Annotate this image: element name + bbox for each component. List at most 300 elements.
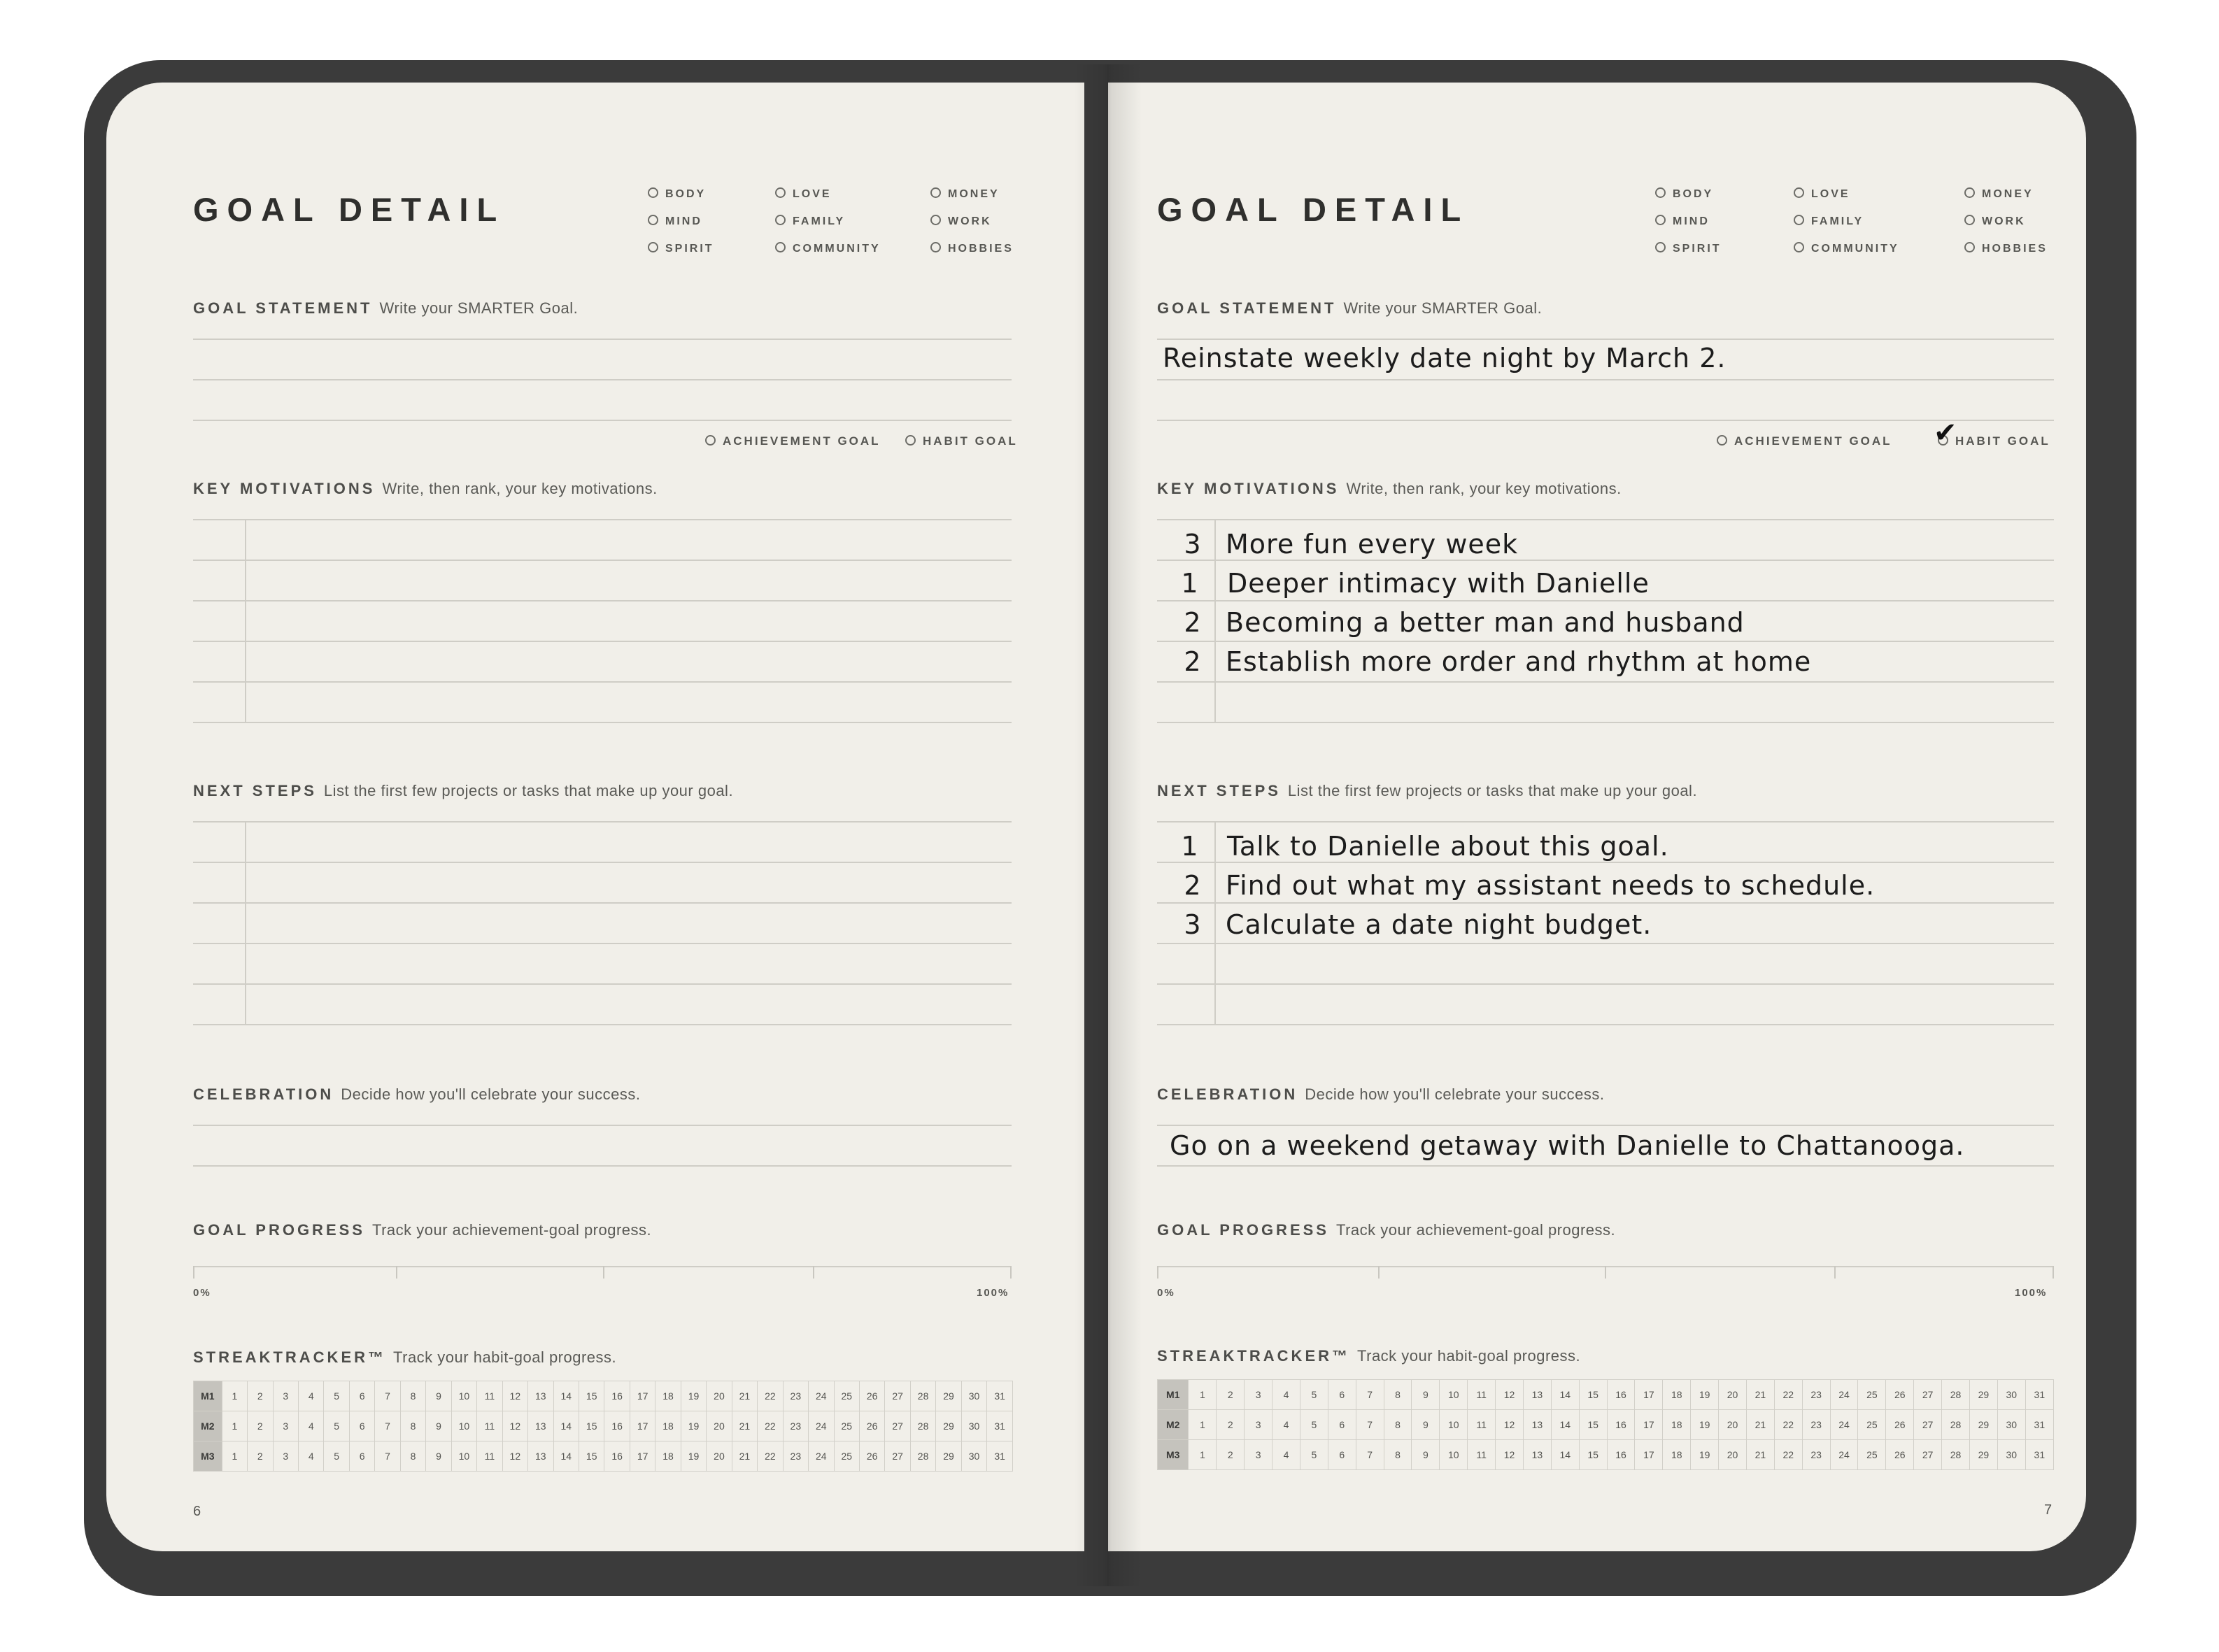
goal-statement-value[interactable]: Reinstate weekly date night by March 2.	[1163, 343, 1727, 373]
writing-line[interactable]	[1157, 600, 2054, 601]
streak-day-cell[interactable]: 16	[604, 1441, 630, 1472]
streak-day-cell[interactable]: 20	[707, 1411, 732, 1441]
book-gutter	[1075, 64, 1142, 1586]
streaktracker-heading: STREAKTRACKER™ Track your habit-goal progress.	[193, 1348, 617, 1366]
habit-goal-option[interactable]: HABIT GOAL	[905, 434, 1018, 448]
streak-day-cell[interactable]: 28	[910, 1441, 935, 1472]
streak-day-cell[interactable]: 12	[502, 1381, 527, 1411]
streak-day-cell[interactable]: 25	[1858, 1380, 1886, 1410]
writing-line[interactable]	[193, 1165, 1012, 1167]
radio-circle-icon	[705, 435, 716, 446]
next-step-rank[interactable]: 2	[1184, 870, 1202, 901]
progress-tick	[813, 1266, 814, 1279]
streak-day-cell[interactable]: 21	[1746, 1410, 1774, 1440]
streak-day-cell[interactable]: 29	[1969, 1440, 1997, 1470]
next-step-rank[interactable]: 3	[1184, 909, 1202, 940]
streak-day-cell[interactable]: 6	[1328, 1380, 1356, 1410]
writing-line[interactable]	[1157, 1024, 2054, 1025]
writing-line[interactable]	[1157, 681, 2054, 683]
streak-day-cell[interactable]: 19	[1691, 1380, 1719, 1410]
category-work[interactable]: WORK	[930, 208, 1014, 235]
streak-day-cell[interactable]: 13	[1523, 1440, 1551, 1470]
streak-day-cell[interactable]: 12	[502, 1411, 527, 1441]
achievement-goal-option[interactable]: ACHIEVEMENT GOAL	[705, 434, 881, 448]
streak-day-cell[interactable]: 7	[1356, 1410, 1384, 1440]
streak-day-cell[interactable]: 9	[426, 1441, 451, 1472]
category-spirit[interactable]: SPIRIT	[648, 235, 714, 262]
motivation-text[interactable]: Deeper intimacy with Danielle	[1227, 568, 1650, 599]
streak-day-cell[interactable]: 13	[1523, 1380, 1551, 1410]
streak-row	[1158, 1380, 2054, 1410]
streak-day-cell[interactable]: 2	[248, 1381, 273, 1411]
celebration-heading: CELEBRATION Decide how you'll celebrate your success.	[193, 1085, 641, 1103]
progress-tick	[1378, 1266, 1380, 1279]
streak-day-cell[interactable]: 18	[1663, 1380, 1691, 1410]
streak-day-cell[interactable]: 3	[1245, 1410, 1272, 1440]
streak-day-cell[interactable]: 15	[1579, 1410, 1607, 1440]
streak-day-cell[interactable]: 21	[1746, 1440, 1774, 1470]
writing-line[interactable]	[193, 1125, 1012, 1126]
streak-day-cell[interactable]: 17	[630, 1381, 655, 1411]
writing-line[interactable]	[1157, 902, 2054, 904]
streak-day-cell[interactable]: 3	[1245, 1380, 1272, 1410]
streak-day-cell[interactable]: 26	[859, 1381, 884, 1411]
streak-day-cell[interactable]: 10	[1440, 1380, 1468, 1410]
category-column-3	[1964, 180, 2048, 262]
streak-day-cell[interactable]: 24	[1830, 1440, 1858, 1470]
streak-day-cell[interactable]: 9	[426, 1381, 451, 1411]
streak-day-cell[interactable]: 4	[1272, 1410, 1300, 1440]
radio-circle-icon	[1655, 215, 1666, 225]
streak-day-cell[interactable]: 2	[1217, 1380, 1245, 1410]
streak-day-cell[interactable]: 7	[1356, 1440, 1384, 1470]
writing-line[interactable]	[1157, 821, 2054, 823]
streak-day-cell[interactable]: 29	[936, 1381, 961, 1411]
streak-day-cell[interactable]: 6	[1328, 1410, 1356, 1440]
radio-circle-icon	[775, 215, 786, 225]
progress-tick	[396, 1266, 397, 1279]
writing-line[interactable]	[193, 943, 1012, 944]
streak-row-label: M3	[194, 1441, 222, 1472]
streak-day-cell[interactable]: 6	[349, 1381, 374, 1411]
motivation-text[interactable]: Establish more order and rhythm at home	[1226, 646, 1812, 677]
streak-day-cell[interactable]: 22	[758, 1441, 783, 1472]
streak-day-cell[interactable]: 4	[298, 1381, 323, 1411]
writing-line[interactable]	[193, 1024, 1012, 1025]
streak-day-cell[interactable]: 15	[1579, 1440, 1607, 1470]
radio-circle-icon	[775, 187, 786, 198]
writing-line[interactable]	[193, 420, 1012, 421]
streak-day-cell[interactable]: 31	[2025, 1380, 2053, 1410]
streak-day-cell[interactable]: 9	[1412, 1440, 1440, 1470]
streak-day-cell[interactable]: 20	[1719, 1380, 1747, 1410]
streak-day-cell[interactable]: 6	[1328, 1440, 1356, 1470]
streak-day-cell[interactable]: 23	[1802, 1380, 1830, 1410]
radio-circle-icon	[1964, 187, 1975, 198]
habit-goal-option[interactable]: HABIT GOAL	[1938, 434, 2050, 448]
streak-day-cell[interactable]: 20	[1719, 1410, 1747, 1440]
streak-day-cell[interactable]: 9	[1412, 1380, 1440, 1410]
streak-day-cell[interactable]: 16	[1607, 1380, 1635, 1410]
category-family[interactable]: FAMILY	[1794, 208, 1899, 235]
streak-day-cell[interactable]: 5	[324, 1411, 349, 1441]
streak-day-cell[interactable]: 20	[707, 1381, 732, 1411]
streak-day-cell[interactable]: 1	[222, 1441, 247, 1472]
streak-day-cell[interactable]: 18	[655, 1381, 681, 1411]
streak-day-cell[interactable]: 19	[681, 1381, 706, 1411]
motivation-text[interactable]: Becoming a better man and husband	[1226, 607, 1745, 638]
category-love[interactable]: LOVE	[775, 180, 881, 208]
writing-line[interactable]	[1157, 339, 2054, 340]
writing-line[interactable]	[193, 902, 1012, 904]
progress-track[interactable]	[193, 1266, 1012, 1267]
streak-day-cell[interactable]: 22	[758, 1411, 783, 1441]
streak-day-cell[interactable]: 17	[630, 1441, 655, 1472]
streak-day-cell[interactable]: 1	[1189, 1440, 1217, 1470]
writing-line[interactable]	[1157, 862, 2054, 863]
streak-day-cell[interactable]: 21	[732, 1441, 757, 1472]
streak-day-cell[interactable]: 9	[426, 1411, 451, 1441]
streak-day-cell[interactable]: 18	[1663, 1410, 1691, 1440]
streak-day-cell[interactable]: 12	[1496, 1410, 1524, 1440]
writing-line[interactable]	[1157, 560, 2054, 561]
streak-day-cell[interactable]: 28	[910, 1381, 935, 1411]
page-title: GOAL DETAIL	[1157, 191, 1470, 228]
streak-day-cell[interactable]: 16	[1607, 1440, 1635, 1470]
category-column-1	[648, 180, 714, 262]
streak-day-cell[interactable]: 10	[451, 1411, 476, 1441]
streak-day-cell[interactable]: 5	[324, 1381, 349, 1411]
streak-day-cell[interactable]: 20	[707, 1441, 732, 1472]
streak-day-cell[interactable]: 31	[987, 1441, 1013, 1472]
streak-day-cell[interactable]: 23	[783, 1381, 808, 1411]
category-body[interactable]: BODY	[1655, 180, 1722, 208]
category-family[interactable]: FAMILY	[775, 208, 881, 235]
streak-day-cell[interactable]: 24	[809, 1441, 834, 1472]
streak-day-cell[interactable]: 14	[553, 1441, 579, 1472]
streak-day-cell[interactable]: 3	[273, 1381, 298, 1411]
streak-day-cell[interactable]: 8	[1384, 1440, 1412, 1470]
streak-day-cell[interactable]: 17	[1635, 1410, 1663, 1440]
next-step-text[interactable]: Talk to Danielle about this goal.	[1227, 831, 1669, 862]
streak-day-cell[interactable]: 4	[298, 1441, 323, 1472]
writing-line[interactable]	[193, 681, 1012, 683]
goal-statement-heading: GOAL STATEMENT Write your SMARTER Goal.	[193, 299, 579, 317]
progress-tick	[2053, 1266, 2054, 1279]
streak-day-cell[interactable]: 25	[1858, 1440, 1886, 1470]
writing-line[interactable]	[1157, 722, 2054, 723]
writing-line[interactable]	[193, 379, 1012, 380]
radio-circle-icon	[1964, 242, 1975, 252]
streak-day-cell[interactable]: 5	[1300, 1380, 1328, 1410]
writing-line[interactable]	[193, 722, 1012, 723]
celebration-value[interactable]: Go on a weekend getaway with Danielle to Chattanooga.	[1170, 1130, 1965, 1161]
streak-day-cell[interactable]: 29	[1969, 1410, 1997, 1440]
streak-day-cell[interactable]: 1	[1189, 1410, 1217, 1440]
streak-day-cell[interactable]: 11	[477, 1411, 502, 1441]
streak-day-cell[interactable]: 24	[1830, 1380, 1858, 1410]
streak-day-cell[interactable]: 2	[248, 1441, 273, 1472]
streak-day-cell[interactable]: 12	[1496, 1440, 1524, 1470]
streak-row-label: M3	[1158, 1440, 1189, 1470]
streak-day-cell[interactable]: 6	[349, 1441, 374, 1472]
writing-line[interactable]	[193, 600, 1012, 601]
streak-day-cell[interactable]: 23	[1802, 1410, 1830, 1440]
streak-day-cell[interactable]: 30	[961, 1381, 986, 1411]
streak-day-cell[interactable]: 13	[528, 1381, 553, 1411]
streak-day-cell[interactable]: 28	[1942, 1440, 1970, 1470]
streak-day-cell[interactable]: 26	[1886, 1410, 1914, 1440]
motivation-rank[interactable]: 2	[1184, 607, 1202, 638]
category-mind[interactable]: MIND	[648, 208, 714, 235]
streak-day-cell[interactable]: 2	[248, 1411, 273, 1441]
streak-day-cell[interactable]: 5	[324, 1441, 349, 1472]
streak-day-cell[interactable]: 6	[349, 1411, 374, 1441]
streak-day-cell[interactable]: 8	[400, 1441, 425, 1472]
goal-statement-heading: GOAL STATEMENT Write your SMARTER Goal.	[1157, 299, 1543, 317]
streak-day-cell[interactable]: 26	[859, 1441, 884, 1472]
streak-day-cell[interactable]: 19	[1691, 1440, 1719, 1470]
writing-line[interactable]	[1157, 641, 2054, 642]
streak-day-cell[interactable]: 25	[834, 1381, 859, 1411]
streak-day-cell[interactable]: 31	[2025, 1440, 2053, 1470]
progress-tick	[1605, 1266, 1606, 1279]
streak-day-cell[interactable]: 2	[1217, 1410, 1245, 1440]
streak-day-cell[interactable]: 28	[1942, 1410, 1970, 1440]
checkmark-icon: ✔	[1934, 418, 1957, 448]
streak-tracker-grid	[193, 1381, 1013, 1472]
streak-day-cell[interactable]: 14	[1551, 1440, 1579, 1470]
streak-day-cell[interactable]: 12	[502, 1441, 527, 1472]
streak-day-cell[interactable]: 30	[961, 1411, 986, 1441]
streak-day-cell[interactable]: 22	[1774, 1380, 1802, 1410]
radio-circle-icon	[648, 187, 658, 198]
category-column-3	[930, 180, 1014, 262]
category-mind[interactable]: MIND	[1655, 208, 1722, 235]
writing-line[interactable]	[1157, 983, 2054, 985]
streaktracker-heading: STREAKTRACKER™ Track your habit-goal progress.	[1157, 1347, 1581, 1365]
streak-row-label: M2	[1158, 1410, 1189, 1440]
writing-line[interactable]	[193, 560, 1012, 561]
streak-day-cell[interactable]: 16	[1607, 1410, 1635, 1440]
streak-day-cell[interactable]: 25	[834, 1411, 859, 1441]
streak-day-cell[interactable]: 7	[375, 1381, 400, 1411]
streak-day-cell[interactable]: 18	[655, 1411, 681, 1441]
streak-row-label: M1	[194, 1381, 222, 1411]
streak-day-cell[interactable]: 24	[1830, 1410, 1858, 1440]
streak-day-cell[interactable]: 8	[400, 1381, 425, 1411]
category-money[interactable]: MONEY	[930, 180, 1014, 208]
streak-day-cell[interactable]: 25	[834, 1441, 859, 1472]
streak-day-cell[interactable]: 5	[1300, 1440, 1328, 1470]
progress-tick	[1010, 1266, 1012, 1279]
streak-day-cell[interactable]: 19	[681, 1441, 706, 1472]
category-money[interactable]: MONEY	[1964, 180, 2048, 208]
streak-day-cell[interactable]: 2	[1217, 1440, 1245, 1470]
streak-day-cell[interactable]: 1	[1189, 1380, 1217, 1410]
streak-day-cell[interactable]: 22	[1774, 1440, 1802, 1470]
category-hobbies[interactable]: HOBBIES	[1964, 235, 2048, 262]
streak-day-cell[interactable]: 4	[1272, 1380, 1300, 1410]
streak-day-cell[interactable]: 23	[783, 1411, 808, 1441]
category-love[interactable]: LOVE	[1794, 180, 1899, 208]
category-community[interactable]: COMMUNITY	[1794, 235, 1899, 262]
streak-day-cell[interactable]: 10	[1440, 1440, 1468, 1470]
writing-line[interactable]	[1157, 1165, 2054, 1167]
streak-day-cell[interactable]: 3	[273, 1411, 298, 1441]
streak-day-cell[interactable]: 31	[2025, 1410, 2053, 1440]
category-spirit[interactable]: SPIRIT	[1655, 235, 1722, 262]
motivation-rank[interactable]: 3	[1184, 529, 1202, 560]
streak-day-cell[interactable]: 12	[1496, 1380, 1524, 1410]
progress-start-label: 0%	[1157, 1287, 1175, 1299]
streak-day-cell[interactable]: 23	[1802, 1440, 1830, 1470]
streak-day-cell[interactable]: 30	[1997, 1440, 2025, 1470]
streak-day-cell[interactable]: 14	[1551, 1410, 1579, 1440]
writing-line[interactable]	[193, 641, 1012, 642]
streak-day-cell[interactable]: 26	[1886, 1380, 1914, 1410]
streak-day-cell[interactable]: 24	[809, 1381, 834, 1411]
radio-circle-icon	[1655, 242, 1666, 252]
motivation-text[interactable]: More fun every week	[1226, 529, 1519, 560]
streak-day-cell[interactable]: 18	[1663, 1440, 1691, 1470]
streak-day-cell[interactable]: 30	[1997, 1380, 2025, 1410]
category-hobbies[interactable]: HOBBIES	[930, 235, 1014, 262]
streak-day-cell[interactable]: 29	[936, 1411, 961, 1441]
streak-day-cell[interactable]: 16	[604, 1381, 630, 1411]
streak-day-cell[interactable]: 19	[681, 1411, 706, 1441]
streak-day-cell[interactable]: 20	[1719, 1440, 1747, 1470]
streak-day-cell[interactable]: 14	[553, 1411, 579, 1441]
category-work[interactable]: WORK	[1964, 208, 2048, 235]
streak-day-cell[interactable]: 28	[910, 1411, 935, 1441]
streak-day-cell[interactable]: 13	[1523, 1410, 1551, 1440]
streak-day-cell[interactable]: 4	[298, 1411, 323, 1441]
radio-circle-icon	[1794, 215, 1804, 225]
writing-line[interactable]	[1157, 943, 2054, 944]
streak-day-cell[interactable]: 28	[1942, 1380, 1970, 1410]
streak-day-cell[interactable]: 17	[1635, 1440, 1663, 1470]
streak-day-cell[interactable]: 3	[1245, 1440, 1272, 1470]
radio-circle-icon	[648, 215, 658, 225]
streak-day-cell[interactable]: 26	[859, 1411, 884, 1441]
achievement-goal-option[interactable]: ACHIEVEMENT GOAL	[1717, 434, 1892, 448]
streak-day-cell[interactable]: 29	[936, 1441, 961, 1472]
streak-day-cell[interactable]: 11	[477, 1441, 502, 1472]
celebration-heading: CELEBRATION Decide how you'll celebrate your success.	[1157, 1085, 1605, 1103]
streak-day-cell[interactable]: 26	[1886, 1440, 1914, 1470]
writing-line[interactable]	[1157, 1125, 2054, 1126]
next-step-text[interactable]: Calculate a date night budget.	[1226, 909, 1652, 940]
streak-tracker-grid	[1157, 1379, 2054, 1470]
streak-day-cell[interactable]: 21	[732, 1411, 757, 1441]
progress-tick	[1834, 1266, 1836, 1279]
streak-day-cell[interactable]: 5	[1300, 1410, 1328, 1440]
streak-day-cell[interactable]: 8	[400, 1411, 425, 1441]
writing-line[interactable]	[1157, 519, 2054, 520]
streak-day-cell[interactable]: 3	[273, 1441, 298, 1472]
streak-day-cell[interactable]: 21	[1746, 1380, 1774, 1410]
streak-day-cell[interactable]: 1	[222, 1381, 247, 1411]
streak-day-cell[interactable]: 27	[1914, 1410, 1942, 1440]
streak-day-cell[interactable]: 31	[987, 1411, 1013, 1441]
writing-line[interactable]	[1157, 379, 2054, 380]
category-community[interactable]: COMMUNITY	[775, 235, 881, 262]
streak-day-cell[interactable]: 11	[1468, 1440, 1496, 1470]
streak-day-cell[interactable]: 27	[1914, 1440, 1942, 1470]
next-step-rank[interactable]: 1	[1181, 831, 1199, 862]
streak-day-cell[interactable]: 15	[1579, 1380, 1607, 1410]
streak-day-cell[interactable]: 23	[783, 1441, 808, 1472]
writing-line[interactable]	[193, 821, 1012, 823]
streak-day-cell[interactable]: 15	[579, 1441, 604, 1472]
streak-day-cell[interactable]: 7	[375, 1411, 400, 1441]
streak-day-cell[interactable]: 1	[222, 1411, 247, 1441]
streak-day-cell[interactable]: 7	[1356, 1380, 1384, 1410]
streak-day-cell[interactable]: 14	[1551, 1380, 1579, 1410]
streak-day-cell[interactable]: 27	[885, 1411, 910, 1441]
streak-day-cell[interactable]: 11	[1468, 1410, 1496, 1440]
category-body[interactable]: BODY	[648, 180, 714, 208]
streak-day-cell[interactable]: 30	[1997, 1410, 2025, 1440]
streak-day-cell[interactable]: 10	[1440, 1410, 1468, 1440]
next-step-text[interactable]: Find out what my assistant needs to schedule.	[1226, 870, 1876, 901]
writing-line[interactable]	[193, 862, 1012, 863]
streak-day-cell[interactable]: 29	[1969, 1380, 1997, 1410]
streak-day-cell[interactable]: 10	[451, 1381, 476, 1411]
streak-day-cell[interactable]: 22	[1774, 1410, 1802, 1440]
writing-line[interactable]	[1157, 420, 2054, 421]
streak-day-cell[interactable]: 27	[885, 1381, 910, 1411]
streak-day-cell[interactable]: 15	[579, 1381, 604, 1411]
streak-day-cell[interactable]: 7	[375, 1441, 400, 1472]
streak-day-cell[interactable]: 14	[553, 1381, 579, 1411]
streak-day-cell[interactable]: 15	[579, 1411, 604, 1441]
streak-day-cell[interactable]: 30	[961, 1441, 986, 1472]
streak-day-cell[interactable]: 11	[1468, 1380, 1496, 1410]
writing-line[interactable]	[193, 983, 1012, 985]
motivation-rank[interactable]: 2	[1184, 646, 1202, 677]
streak-row-label: M2	[194, 1411, 222, 1441]
streak-day-cell[interactable]: 13	[528, 1411, 553, 1441]
streak-day-cell[interactable]: 11	[477, 1381, 502, 1411]
writing-line[interactable]	[193, 519, 1012, 520]
streak-day-cell[interactable]: 27	[885, 1441, 910, 1472]
motivation-rank[interactable]: 1	[1181, 568, 1199, 599]
streak-day-cell[interactable]: 8	[1384, 1380, 1412, 1410]
streak-day-cell[interactable]: 24	[809, 1411, 834, 1441]
streak-day-cell[interactable]: 8	[1384, 1410, 1412, 1440]
streak-day-cell[interactable]: 9	[1412, 1410, 1440, 1440]
radio-circle-icon	[1655, 187, 1666, 198]
streak-day-cell[interactable]: 27	[1914, 1380, 1942, 1410]
streak-day-cell[interactable]: 16	[604, 1411, 630, 1441]
page-title: GOAL DETAIL	[193, 191, 506, 228]
streak-day-cell[interactable]: 13	[528, 1441, 553, 1472]
streak-day-cell[interactable]: 25	[1858, 1410, 1886, 1440]
radio-circle-icon	[905, 435, 916, 446]
streak-day-cell[interactable]: 18	[655, 1441, 681, 1472]
streak-day-cell[interactable]: 17	[1635, 1380, 1663, 1410]
streak-day-cell[interactable]: 21	[732, 1381, 757, 1411]
streak-day-cell[interactable]: 4	[1272, 1440, 1300, 1470]
streak-day-cell[interactable]: 10	[451, 1441, 476, 1472]
streak-day-cell[interactable]: 19	[1691, 1410, 1719, 1440]
writing-line[interactable]	[193, 339, 1012, 340]
streak-day-cell[interactable]: 17	[630, 1411, 655, 1441]
streak-day-cell[interactable]: 31	[987, 1381, 1013, 1411]
streak-day-cell[interactable]: 22	[758, 1381, 783, 1411]
